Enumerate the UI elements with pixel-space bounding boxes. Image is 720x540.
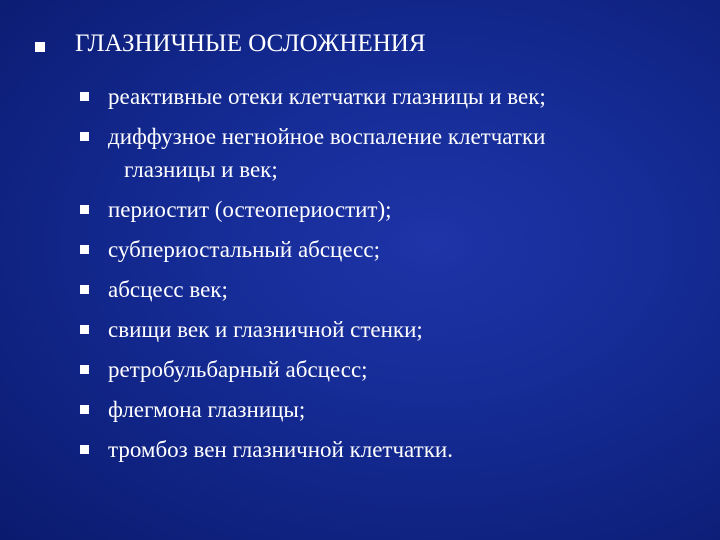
square-bullet-icon [80, 325, 89, 334]
list-item-text: флегмона глазницы; [108, 397, 306, 422]
list-item-text: абсцесс век; [108, 277, 228, 302]
square-bullet-icon [80, 445, 89, 454]
list-item [80, 433, 710, 466]
square-bullet-icon [80, 132, 89, 141]
square-bullet-icon [80, 405, 89, 414]
title-row [35, 28, 695, 68]
list-item-text: периостит (остеопериостит); [108, 197, 392, 222]
list-item-text: свищи век и глазничной стенки; [108, 317, 423, 342]
list-item-text: диффузное негнойное воспаление клетчатки [108, 124, 546, 149]
square-bullet-icon [80, 92, 89, 101]
list-item [80, 353, 710, 386]
square-bullet-icon [80, 365, 89, 374]
list-item-text: реактивные отеки клетчатки глазницы и век; [108, 84, 546, 109]
list-item [80, 233, 710, 266]
list-item [80, 393, 710, 426]
list-item [80, 80, 710, 113]
slide-title: ГЛАЗНИЧНЫЕ ОСЛОЖНЕНИЯ [75, 30, 426, 57]
square-bullet-icon [80, 285, 89, 294]
square-bullet-icon [80, 205, 89, 214]
list-item [80, 273, 710, 306]
list-item-text: тромбоз вен глазничной клетчатки. [108, 437, 453, 462]
list-item-text-continuation: глазницы и век; [124, 157, 278, 182]
list-item [80, 313, 710, 346]
square-bullet-icon [80, 245, 89, 254]
bullet-list [80, 80, 710, 473]
list-item-text: ретробульбарный абсцесс; [108, 357, 368, 382]
list-item-text: субпериостальный абсцесс; [108, 237, 380, 262]
list-item [80, 193, 710, 226]
square-bullet-icon [35, 42, 45, 52]
list-item [80, 120, 710, 186]
